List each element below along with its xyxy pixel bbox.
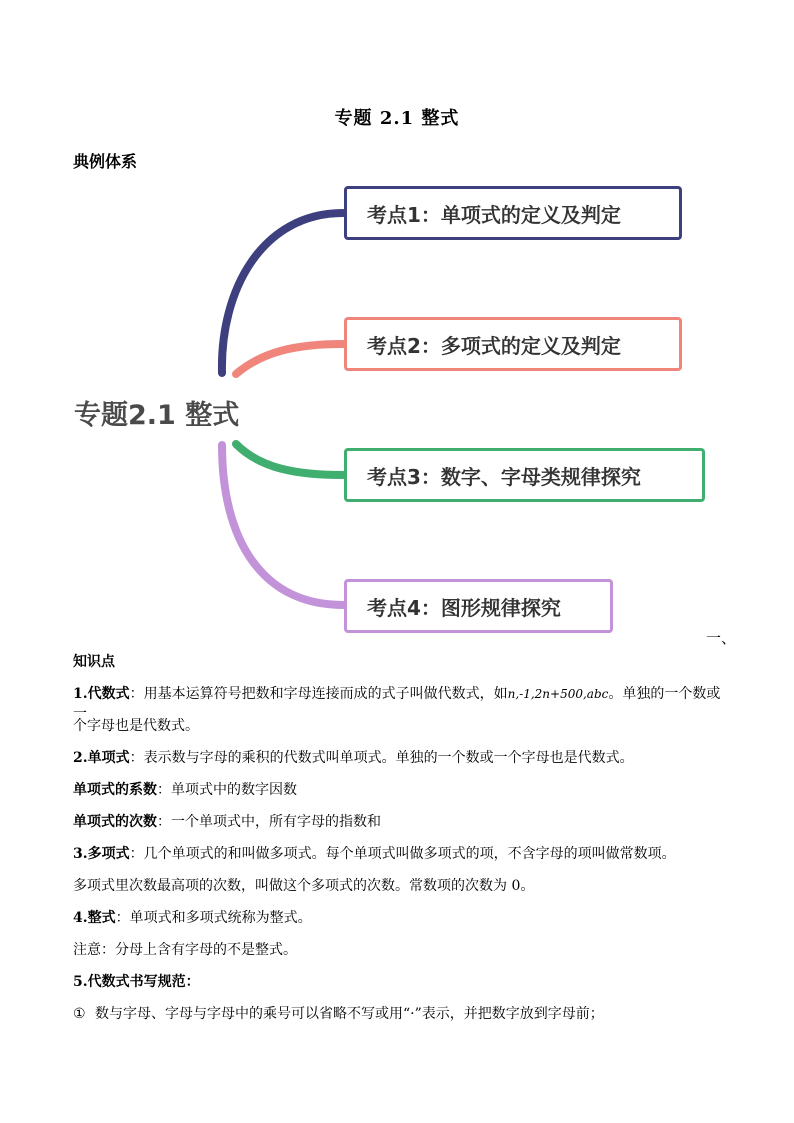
page-title: 专题 2.1 整式 (334, 108, 460, 129)
term-monomial-degree: 单项式的次数 (73, 814, 157, 830)
branch-2 (236, 344, 343, 374)
term-monomial: 2.单项式 (73, 750, 130, 766)
text: ：表示数与字母的乘积的代数式叫单项式。单独的一个数或一个字母也是代数式。 (129, 750, 634, 766)
paragraph-note: 注意：分母上含有字母的不是整式。 (73, 942, 297, 958)
paragraph-monomial-coefficient (73, 780, 733, 800)
mindmap-node-2-label: 考点2：多项式的定义及判定 (367, 333, 621, 358)
text: ：一个单项式中，所有字母的指数和 (157, 814, 381, 830)
section-number: 一、 (706, 629, 737, 647)
paragraph-integral-expression (73, 908, 733, 928)
mindmap-node-4-label: 考点4：图形规律探究 (367, 595, 561, 620)
term-polynomial: 3.多项式 (73, 846, 130, 862)
mindmap-node-4 (344, 579, 613, 633)
text: ：单项式和多项式统称为整式。 (115, 910, 312, 926)
paragraph-writing-rule-1 (73, 1004, 733, 1024)
text: ：单项式中的数字因数 (157, 782, 297, 798)
mindmap-node-3 (344, 448, 705, 502)
paragraph-writing-rules-heading: 5.代数式书写规范： (73, 974, 200, 990)
text: 。单独的一个数或一 (73, 686, 721, 722)
mindmap-node-1 (344, 186, 682, 240)
term-integral-expression: 4.整式 (73, 910, 116, 926)
paragraph-monomial (73, 748, 733, 768)
text: 数与字母、字母与字母中的乘号可以省略不写或用“·”表示，并把数字放到字母前； (95, 1006, 604, 1022)
term-monomial-coefficient: 单项式的系数 (73, 782, 157, 798)
branch-3 (236, 444, 343, 475)
section-heading-examples: 典例体系 (73, 152, 138, 171)
paragraph-polynomial-degree: 多项式里次数最高项的次数，叫做这个多项式的次数。常数项的次数为 0。 (73, 878, 535, 894)
paragraph-algebraic-expression-cont: 个字母也是代数式。 (73, 718, 199, 734)
mindmap-root: 专题2.1 整式 (74, 400, 240, 431)
text: ：几个单项式的和叫做多项式。每个单项式叫做多项式的项，不含字母的项叫做常数项。 (129, 846, 676, 862)
mindmap-node-3-label: 考点3：数字、字母类规律探究 (367, 464, 641, 489)
knowledge-heading: 知识点 (73, 654, 115, 670)
paragraph-monomial-degree (73, 812, 733, 832)
math-expression: n,-1,2n+500,abc (507, 687, 609, 701)
list-marker: ① (73, 1006, 86, 1022)
text: ：用基本运算符号把数和字母连接而成的式子叫做代数式，如 (129, 686, 508, 702)
mindmap-node-1-label: 考点1：单项式的定义及判定 (367, 202, 621, 227)
mindmap-node-2 (344, 317, 682, 371)
paragraph-polynomial (73, 844, 733, 864)
term-algebraic-expression: 1.代数式 (73, 686, 130, 702)
